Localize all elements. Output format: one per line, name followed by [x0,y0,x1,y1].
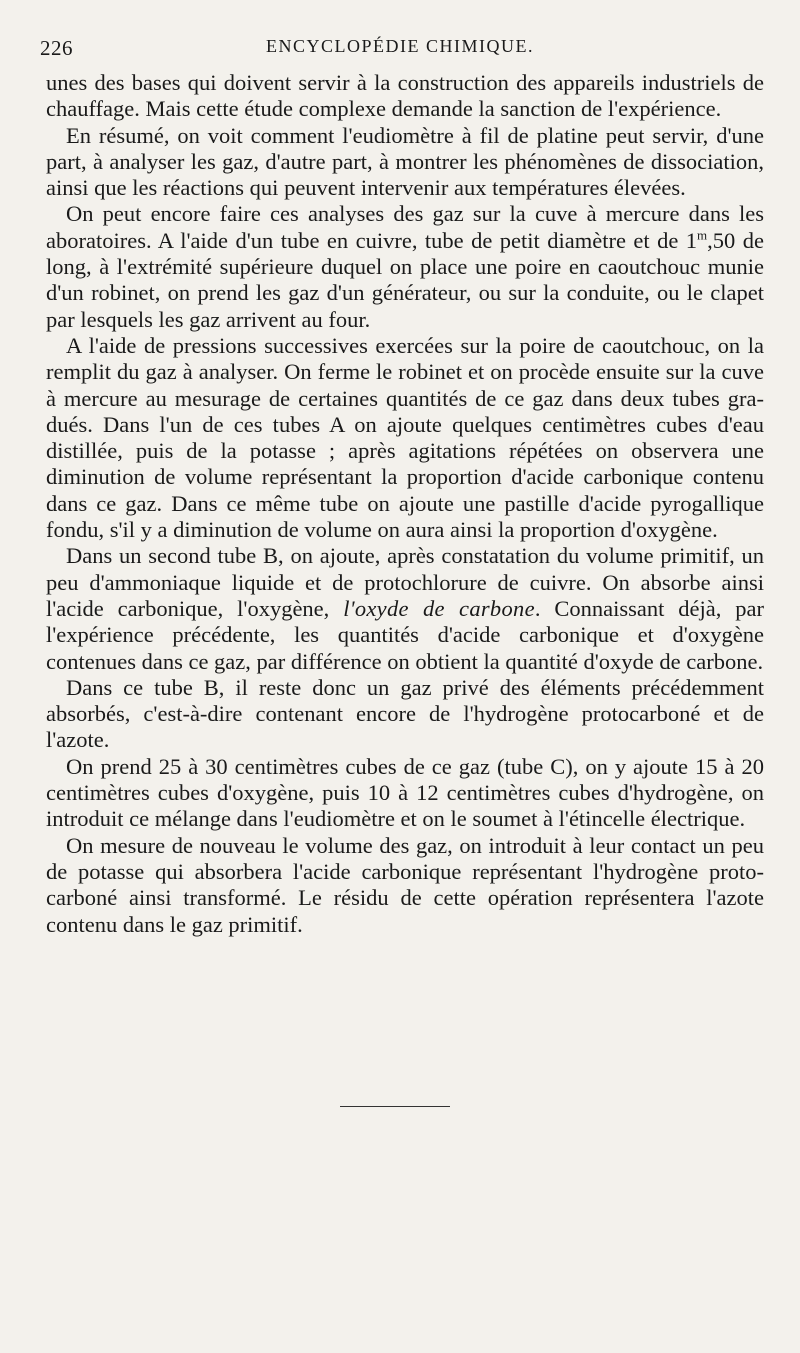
page-header [0,26,800,66]
section-divider [340,1106,450,1107]
paragraph-text: On peut encore faire ces analyses des gaz sur la cuve à mercure dans les aboratoires. A l'aide d'un tube en cuivre, tube de petit diamètre et de 1 [46,201,764,253]
paragraph: On mesure de nouveau le volume des gaz, on introduit à leur contact un peu de potasse qui absorbera l'acide carbonique représentant l'hydrogène proto-carboné ainsi transformé. Le résidu de cette opération représentera l'azote contenu dans le gaz primitif. [46,832,764,937]
unit-superscript: m [697,227,708,243]
running-title: ENCYCLOPÉDIE CHIMIQUE. [266,36,534,56]
body-text [46,70,764,938]
paragraph: On prend 25 à 30 centimètres cubes de ce gaz (tube C), on y ajoute 15 à 20 centimètres cubes d'oxygène, puis 10 à 12 centimètres cubes d'hydrogène, on introduit ce mélange dans l'eudiomètre et on le soumet à l'étincelle électrique. [46,753,764,832]
paragraph-text: Dans un second tube B, on ajoute, après constatation du volume primitif, un peu d'ammoniaque liquide et de protochlorure de cuivre. On absorbe ainsi l'acide carbonique, l'oxygène, [46,543,764,621]
paragraph [46,201,764,332]
paragraph: Dans ce tube B, il reste donc un gaz privé des éléments précédemment absorbés, c'est-à-dire contenant encore de l'hydrogène protocarboné et de l'azote. [46,674,764,753]
paragraph: En résumé, on voit comment l'eudiomètre à fil de platine peut servir, d'une part, à analyser les gaz, d'autre part, à montrer les phénomènes de dissociation, ainsi que les réactions qui peuvent intervenir aux températures élevées. [46,122,764,201]
paragraph: A l'aide de pressions successives exercées sur la poire de caoutchouc, on la remplit du gaz à analyser. On ferme le robinet et on procède ensuite sur la cuve à mercure au mesurage de certaines quantités de ce gaz dans deux tubes gra-dués. Dans l'un de ces tubes A on ajoute quelques centimètres cubes d'eau distillée, puis de la potasse ; après agitations répétées on observera une diminution de volume représentant la proportion d'acide carbonique contenu dans ce gaz. Dans ce même tube on ajoute une pastille d'acide pyrogallique fondu, s'il y a diminution de volume on aura ainsi la proportion d'oxygène. [46,332,764,543]
paragraph [46,543,764,674]
emphasized-term: l'oxyde de carbone [343,595,535,621]
paragraph-text: . Connaissant déjà, par l'expérience précédente, les quantités d'acide carbonique et d'oxygène contenues dans ce gaz, par différence on obtient la quantité d'oxyde de carbone. [46,595,765,674]
page-number: 226 [40,36,73,60]
paragraph-text: ,50 de long, à l'extrémité supérieure duquel on place une poire en caoutchouc munie d'un robinet, on prend les gaz d'un générateur, ou sur la conduite, ou le clapet par lesquels les gaz arrivent au four. [46,227,764,332]
paragraph: unes des bases qui doivent servir à la construction des appareils industriels de chauffage. Mais cette étude complexe demande la sanction de l'expérience. [46,70,764,122]
